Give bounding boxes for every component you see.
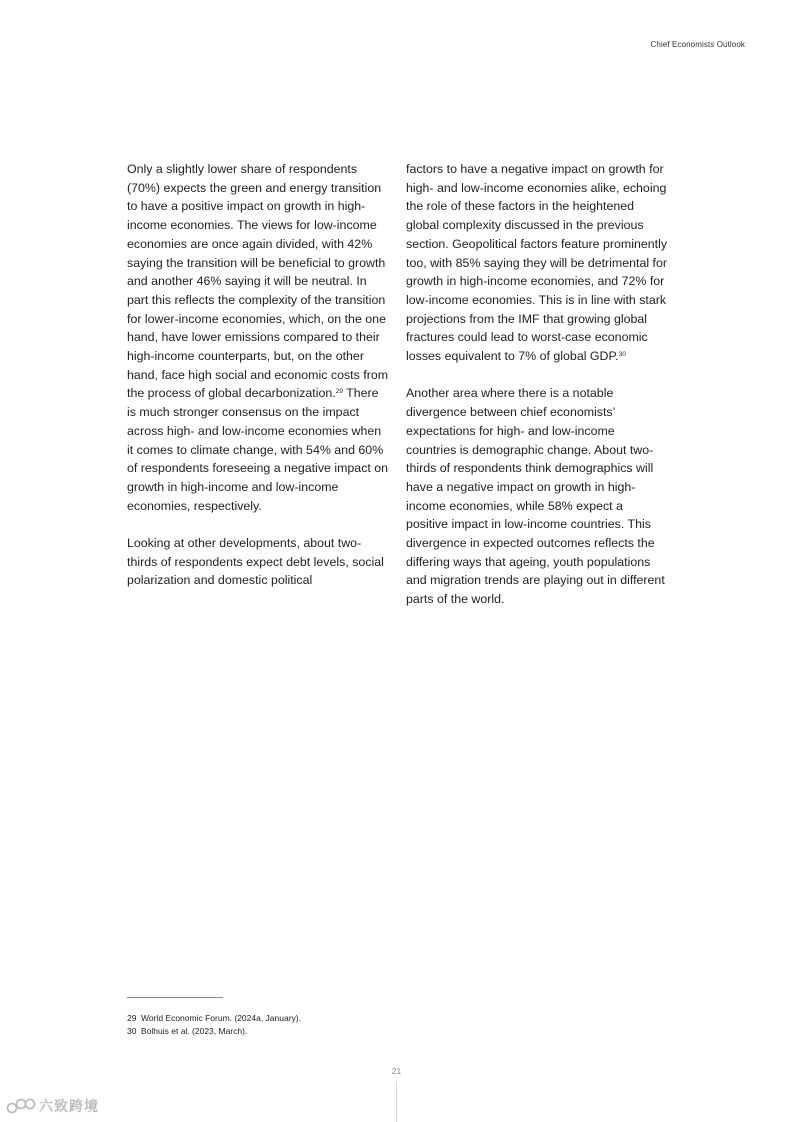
running-header: Chief Economists Outlook: [650, 40, 745, 49]
left-paragraph-2: Looking at other developments, about two-thirds of respondents expect debt levels, social polarization and domestic political: [127, 536, 384, 588]
watermark-logo-icon: [6, 1097, 36, 1115]
page-divider: [396, 1082, 397, 1122]
page-number: 21: [391, 1066, 402, 1076]
left-paragraph-1: [127, 160, 389, 515]
footnote-number: 30: [127, 1026, 137, 1036]
footnote-29: [127, 1012, 301, 1025]
watermark: [6, 1096, 99, 1116]
footnote-text: World Economic Forum. (2024a, January).: [141, 1013, 301, 1023]
footnote-divider: [127, 997, 223, 998]
footnote-30: [127, 1025, 301, 1038]
right-paragraph-1-text: factors to have a negative impact on growth for high- and low-income economies alike, echoing the role of these factors in the heightened global complexity discussed in the previous section. Geopolitical factors feature prominently too, with 85% saying they will be detrimental for growth in high-income economies, and 72% for low-income economies. This is in line with stark projections from the IMF that growing global fractures could lead to worst-case economic losses equivalent to 7% of global GDP.: [406, 162, 668, 364]
left-paragraph-1-text: Only a slightly lower share of respondents (70%) expects the green and energy transition to have a positive impact on growth in high-income economies. The views for low-income economies are once again divided, with 42% saying the transition will be beneficial to growth and another 46% saying it will be neutral. In part this reflects the complexity of the transition for lower-income economies, which, on the one hand, have lower emissions compared to their high-income counterparts, but, on the other hand, face high social and economic costs from the process of global decarbonization.: [127, 162, 389, 401]
footnote-number: 29: [127, 1013, 137, 1023]
left-column: [127, 160, 389, 590]
footnote-ref-29[interactable]: 29: [335, 388, 343, 396]
right-column: [406, 160, 668, 609]
left-paragraph-1-text-cont: There is much stronger consensus on the impact across high- and low-income economies when it comes to climate change, with 54% and 60% of respondents foreseeing a negative impact on growth in high-income and low-income economies, respectively.: [127, 386, 389, 513]
right-paragraph-1: [406, 160, 668, 366]
footnote-ref-30[interactable]: 30: [618, 351, 626, 359]
footnotes: [127, 1012, 301, 1038]
right-paragraph-2: Another area where there is a notable divergence between chief economists’ expectations for high- and low-income countries is demographic change. About two-thirds of respondents think demographics will have a negative impact on growth in high-income economies, while 58% expect a positive impact in low-income countries. This divergence in expected outcomes reflects the differing ways that ageing, youth populations and migration trends are playing out in different parts of the world.: [406, 386, 665, 607]
watermark-text: 六致跨境: [39, 1098, 99, 1114]
footnote-text: Bolhuis et al. (2023, March).: [141, 1026, 248, 1036]
